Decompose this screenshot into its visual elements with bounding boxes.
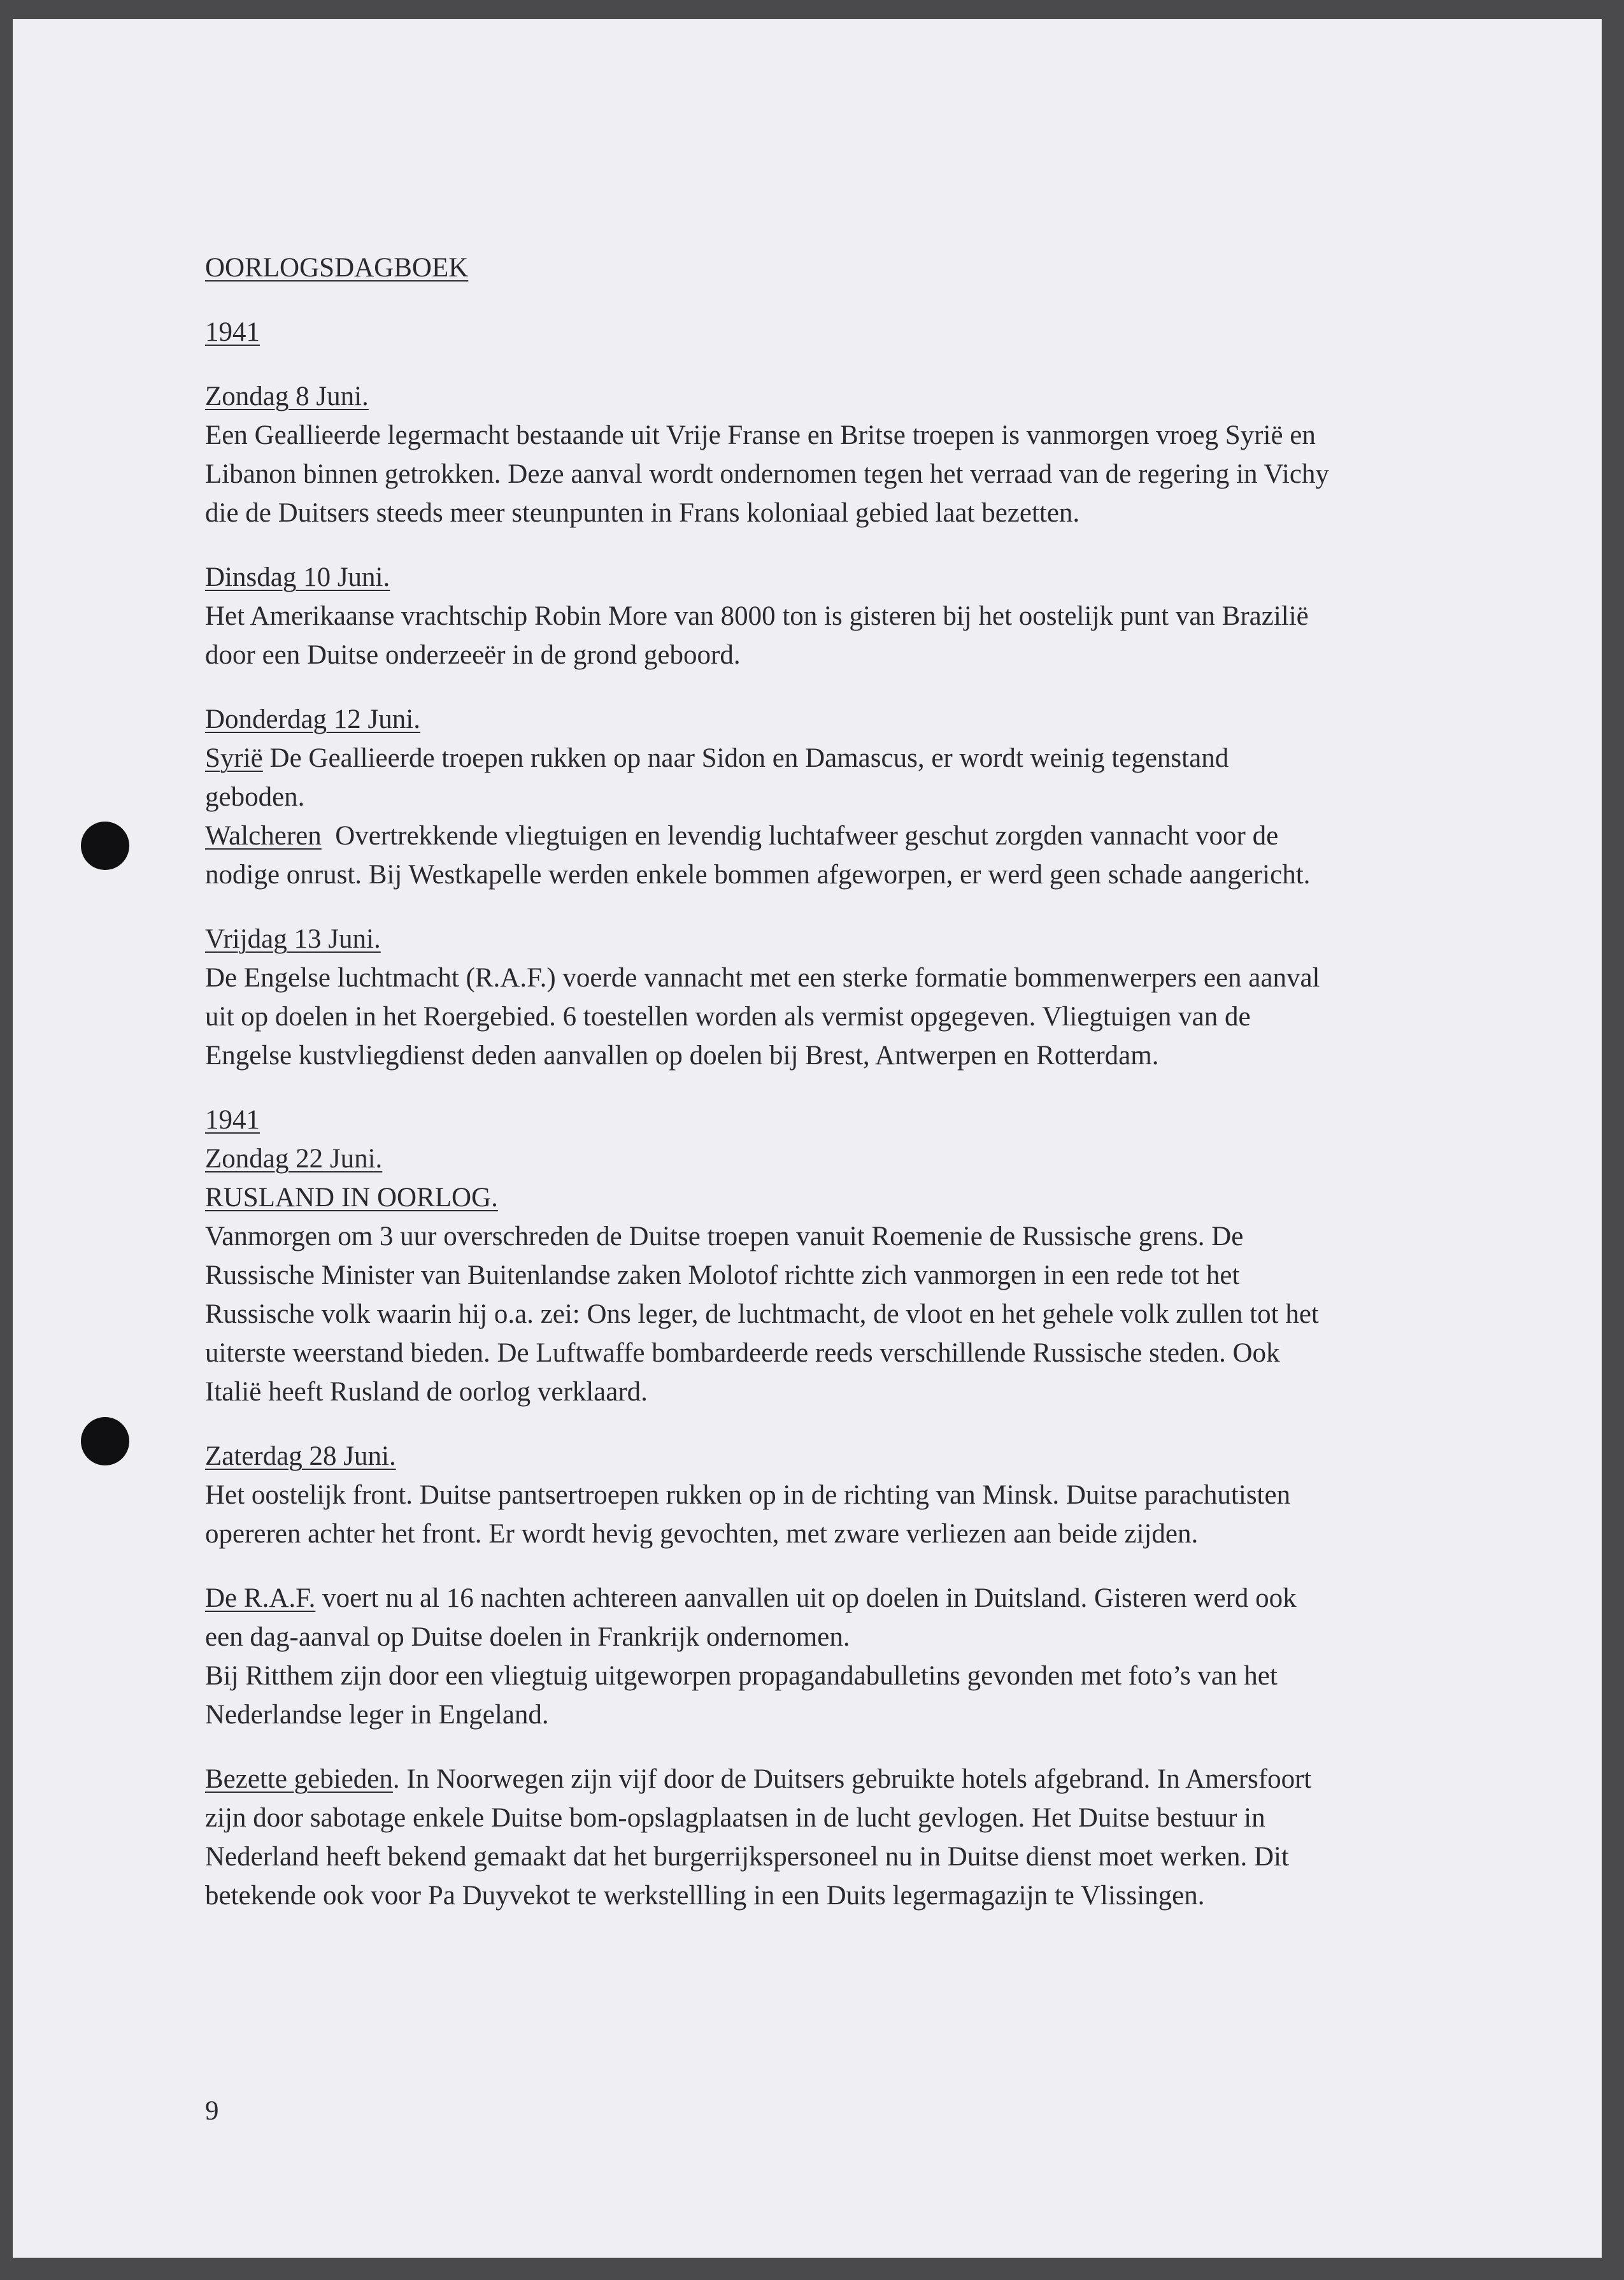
entry-line: opereren achter het front. Er wordt hevig gevochten, met zware verliezen aan beide zijden. xyxy=(205,1519,1199,1549)
punch-hole-top xyxy=(81,822,129,870)
entry-line: Engelse kustvliegdienst deden aanvallen op doelen bij Brest, Antwerpen en Rotterdam. xyxy=(205,1041,1159,1071)
entry-line: Russische Minister van Buitenlandse zaken Molotof richtte zich vanmorgen in een rede tot het xyxy=(205,1260,1240,1290)
entry-line: Het oostelijk front. Duitse pantsertroepen rukken op in de richting van Minsk. Duitse parachutisten xyxy=(205,1480,1291,1510)
entry-heading: RUSLAND IN OORLOG. xyxy=(205,1183,498,1213)
year-heading: 1941 xyxy=(205,1105,260,1135)
doc-title: OORLOGSDAGBOEK xyxy=(205,253,469,283)
diary-text xyxy=(205,248,1453,1915)
entry-line: De R.A.F. voert nu al 16 nachten achtereen aanvallen uit op doelen in Duitsland. Gisteren werd ook xyxy=(205,1583,1297,1613)
topic-label: Bezette gebieden xyxy=(205,1764,393,1794)
year-heading: 1941 xyxy=(205,317,260,347)
entry-line: betekende ook voor Pa Duyvekot te werkstellling in een Duits legermagazijn te Vlissingen. xyxy=(205,1881,1205,1911)
entry-line: Bij Ritthem zijn door een vliegtuig uitgeworpen propagandabulletins gevonden met foto’s van het xyxy=(205,1661,1278,1691)
entry-line: nodige onrust. Bij Westkapelle werden enkele bommen afgeworpen, er werd geen schade aangericht. xyxy=(205,860,1311,890)
entry-line: Libanon binnen getrokken. Deze aanval wordt ondernomen tegen het verraad van de regering in Vichy xyxy=(205,459,1329,489)
topic-label: Syrië xyxy=(205,743,263,773)
entry-line: zijn door sabotage enkele Duitse bom-opslagplaatsen in de lucht gevlogen. Het Duitse bestuur in xyxy=(205,1803,1265,1833)
entry-line: uit op doelen in het Roergebied. 6 toestellen worden als vermist opgegeven. Vliegtuigen van de xyxy=(205,1002,1251,1032)
entry-date: Zaterdag 28 Juni. xyxy=(205,1441,396,1471)
entry-line: door een Duitse onderzeeër in de grond geboord. xyxy=(205,640,741,670)
page-number: 9 xyxy=(205,2096,219,2126)
document-page xyxy=(13,19,1602,2258)
entry-line: Nederland heeft bekend gemaakt dat het burgerrijkspersoneel nu in Duitse dienst moet werken. Dit xyxy=(205,1842,1289,1872)
entry-line: Het Amerikaanse vrachtschip Robin More van 8000 ton is gisteren bij het oostelijk punt van Brazilië xyxy=(205,601,1309,631)
entry-line: een dag-aanval op Duitse doelen in Frankrijk ondernomen. xyxy=(205,1622,850,1652)
topic-label: Walcheren xyxy=(205,821,322,851)
topic-label: De R.A.F. xyxy=(205,1583,316,1613)
entry-line: Italië heeft Rusland de oorlog verklaard. xyxy=(205,1377,648,1407)
entry-line: Bezette gebieden. In Noorwegen zijn vijf door de Duitsers gebruikte hotels afgebrand. In Amersfoort xyxy=(205,1764,1312,1794)
entry-line: Syrië De Geallieerde troepen rukken op naar Sidon en Damascus, er wordt weinig tegenstand xyxy=(205,743,1229,773)
entry-date: Vrijdag 13 Juni. xyxy=(205,924,381,954)
entry-line: Een Geallieerde legermacht bestaande uit Vrije Franse en Britse troepen is vanmorgen vroeg Syrië en xyxy=(205,420,1316,450)
entry-line: Walcheren Overtrekkende vliegtuigen en levendig luchtafweer geschut zorgden vannacht voor de xyxy=(205,821,1279,851)
entry-line: geboden. xyxy=(205,782,305,812)
entry-line: die de Duitsers steeds meer steunpunten in Frans koloniaal gebied laat bezetten. xyxy=(205,498,1080,528)
entry-date: Donderdag 12 Juni. xyxy=(205,704,420,734)
entry-line: De Engelse luchtmacht (R.A.F.) voerde vannacht met een sterke formatie bommenwerpers een aanval xyxy=(205,963,1320,993)
entry-line: Russische volk waarin hij o.a. zei: Ons leger, de luchtmacht, de vloot en het gehele volk zullen tot het xyxy=(205,1299,1319,1329)
entry-date: Dinsdag 10 Juni. xyxy=(205,562,390,592)
entry-line: uiterste weerstand bieden. De Luftwaffe bombardeerde reeds verschillende Russische steden. Ook xyxy=(205,1338,1280,1368)
entry-date: Zondag 22 Juni. xyxy=(205,1144,383,1174)
entry-date: Zondag 8 Juni. xyxy=(205,381,369,411)
punch-hole-bottom xyxy=(81,1417,129,1465)
entry-line: Nederlandse leger in Engeland. xyxy=(205,1700,549,1730)
entry-line: Vanmorgen om 3 uur overschreden de Duitse troepen vanuit Roemenie de Russische grens. De xyxy=(205,1222,1244,1251)
